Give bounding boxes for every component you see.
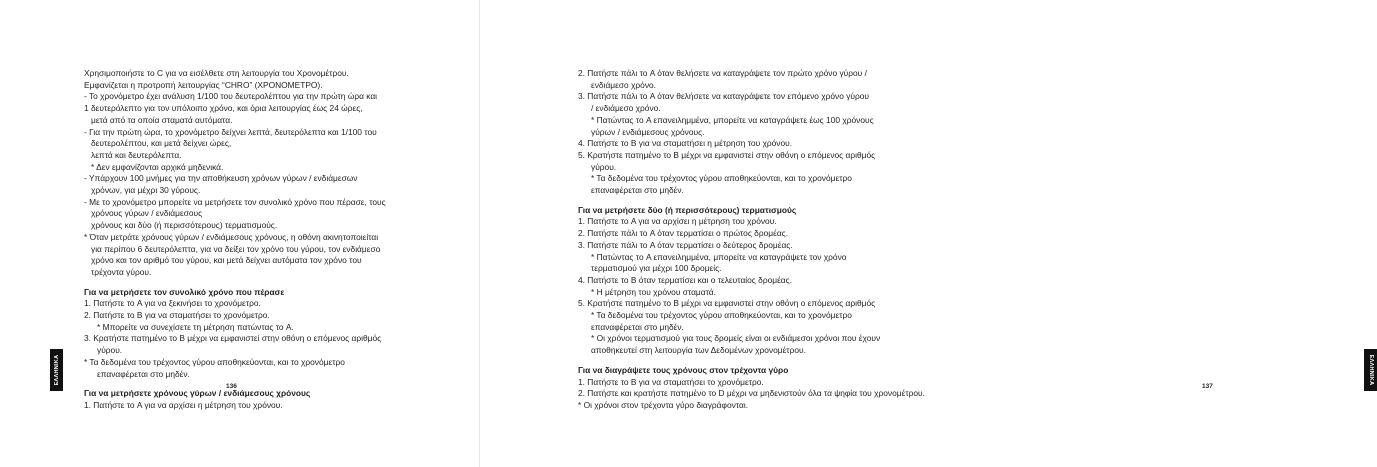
text-line: για περίπου 6 δευτερόλεπτα, για να δείξει τον χρόνο του γύρου, τον ενδιάμεσο xyxy=(91,243,381,254)
text-line: - Το χρονόμετρο έχει ανάλυση 1/100 του δευτερολέπτου για την πρώτη ώρα και xyxy=(84,91,378,102)
text-line: - Με το χρονόμετρο μπορείτε να μετρήσετε τον συνολικό χρόνο που πέρασε, τους xyxy=(84,196,386,207)
text-line: 1. Πατήστε το A για να αρχίσει η μέτρηση του χρόνου. xyxy=(578,216,777,227)
text-line: * Τα δεδομένα του τρέχοντος γύρου αποθηκεύονται, και το χρονόμετρο xyxy=(84,356,345,367)
section-heading: Για να διαγράψετε τους χρόνους στον τρέχοντα γύρο xyxy=(578,364,789,375)
left-page-text xyxy=(84,68,404,412)
text-line: * Πατώντας το A επανειλημμένα, μπορείτε να καταγράψετε έως 100 χρόνους xyxy=(591,114,874,125)
page-number-right: 137 xyxy=(1202,383,1213,390)
text-line: 4. Πατήστε το B για να σταματήσει η μέτρηση του χρόνου. xyxy=(578,138,793,149)
text-line: χρόνους και δύο (ή περισσότερους) τερματισμούς. xyxy=(91,220,278,231)
left-page xyxy=(0,0,480,467)
text-line: γύρων / ενδιάμεσους χρόνους. xyxy=(591,126,705,137)
text-line: 1. Πατήστε το A για να αρχίσει η μέτρηση του χρόνου. xyxy=(84,399,283,410)
text-line: επαναφέρεται στο μηδέν. xyxy=(97,368,190,379)
text-line: - Για την πρώτη ώρα, το χρονόμετρο δείχνει λεπτά, δευτερόλεπτα και 1/100 του xyxy=(84,126,377,137)
text-line: 5. Κρατήστε πατημένο το B μέχρι να εμφανιστεί στην οθόνη ο επόμενος αριθμός xyxy=(578,298,876,309)
text-line: 3. Κρατήστε πατημένο το B μέχρι να εμφανιστεί στην οθόνη ο επόμενος αριθμός xyxy=(84,333,382,344)
text-line: 3. Πατήστε πάλι το A όταν τερματίσει ο δεύτερος δρομέας. xyxy=(578,239,793,250)
text-line: επαναφέρεται στο μηδέν. xyxy=(591,321,684,332)
text-line: χρόνο και τον αριθμό του γύρου, και μετά δείχνει αυτόματα τον χρόνο του xyxy=(91,255,362,266)
text-line: λεπτά και δευτερόλεπτα. xyxy=(91,149,182,160)
text-line: γύρου. xyxy=(97,345,123,356)
language-tab-label: ΕΛΛΗΝΙΚΑ xyxy=(53,354,60,386)
text-line: 2. Πατήστε πάλι το A όταν τερματίσει ο πρώτος δρομέας. xyxy=(578,228,789,239)
text-line: * Μπορείτε να συνεχίσετε τη μέτρηση πατώντας το A. xyxy=(97,321,294,332)
text-line: 2. Πατήστε το B για να σταματήσει το χρονόμετρο. xyxy=(84,310,270,321)
text-line: 3. Πατήστε πάλι το A όταν θελήσετε να καταγράψετε τον επόμενο χρόνο γύρου xyxy=(578,91,870,102)
section-heading: Για να μετρήσετε τον συνολικό χρόνο που πέρασε xyxy=(84,286,285,297)
text-line: 4. Πατήστε το B όταν τερματίσει και ο τελευταίος δρομέας. xyxy=(578,274,793,285)
text-line: 1. Πατήστε το A για να ξεκινήσει το χρονόμετρο. xyxy=(84,298,261,309)
text-line: 1 δευτερόλεπτο για τον υπόλοιπο χρόνο, και όρια λειτουργίας έως 24 ώρες, xyxy=(84,103,363,114)
text-line: 5. Κρατήστε πατημένο το B μέχρι να εμφανιστεί στην οθόνη ο επόμενος αριθμός xyxy=(578,149,876,160)
text-line: * Οι χρόνοι τερματισμού για τους δρομείς είναι οι ενδιάμεσοι χρόνοι που έχουν xyxy=(591,333,881,344)
section-heading: Για να μετρήσετε δύο (ή περισσότερους) τερματισμούς xyxy=(578,204,797,215)
text-line: 1. Πατήστε το B για να σταματήσει το χρονόμετρο. xyxy=(578,376,764,387)
right-page xyxy=(480,0,1374,467)
text-line: * Οι χρόνοι στον τρέχοντα γύρο διαγράφονται. xyxy=(578,399,749,410)
text-line: * Πατώντας το A επανειλημμένα, μπορείτε να καταγράψετε τον χρόνο xyxy=(591,251,847,262)
text-line: 2. Πατήστε και κρατήστε πατημένο το D μέχρι να μηδενιστούν όλα τα ψηφία του χρονομέτρου. xyxy=(578,388,925,399)
right-page-text xyxy=(578,68,925,412)
text-line: * Η μέτρηση του χρόνου σταματά. xyxy=(591,286,716,297)
text-line: επαναφέρεται στο μηδέν. xyxy=(591,185,684,196)
text-line: χρόνους γύρων / ενδιάμεσους xyxy=(91,208,203,219)
text-line: * Δεν εμφανίζονται αρχικά μηδενικά. xyxy=(91,161,224,172)
text-line: τερματισμού για μέχρι 100 δρομείς. xyxy=(591,263,722,274)
language-tab-left xyxy=(50,349,63,391)
text-line: / ενδιάμεσο χρόνο. xyxy=(591,103,661,114)
text-line: Χρησιμοποιήστε το C για να εισέλθετε στη λειτουργία του Χρονομέτρου. xyxy=(84,68,349,78)
section-heading: Για να μετρήσετε χρόνους γύρων / ενδιάμεσους χρόνους xyxy=(84,388,311,399)
text-line: χρόνων, για μέχρι 30 γύρους. xyxy=(91,185,201,196)
language-tab-label: ΕΛΛΗΝΙΚΑ xyxy=(1367,354,1374,386)
text-line: * Τα δεδομένα του τρέχοντος γύρου αποθηκεύονται, και το χρονόμετρο xyxy=(591,173,852,184)
text-line: δευτερολέπτου, και μετά δείχνει ώρες, xyxy=(91,138,232,149)
text-line: * Όταν μετράτε χρόνους γύρων / ενδιάμεσους χρόνους, η οθόνη ακινητοποιείται xyxy=(84,231,379,242)
text-line: Εμφανίζεται η προτροπή λειτουργίας “CHRO” (ΧΡΟΝΟΜΕΤΡΟ). xyxy=(84,79,323,90)
text-line: * Τα δεδομένα του τρέχοντος γύρου αποθηκεύονται, και το χρονόμετρο xyxy=(591,310,852,321)
text-line: 2. Πατήστε πάλι το A όταν θελήσετε να καταγράψετε τον πρώτο χρόνο γύρου / xyxy=(578,68,867,78)
text-line: - Υπάρχουν 100 μνήμες για την αποθήκευση χρόνων γύρων / ενδιάμεσων xyxy=(84,173,358,184)
page-number-left: 136 xyxy=(226,383,237,390)
text-line: ενδιάμεσο χρόνο. xyxy=(591,79,656,90)
text-line: γύρου. xyxy=(591,161,617,172)
text-line: τρέχοντα γύρου. xyxy=(91,266,152,277)
text-line: αποθηκευτεί στη λειτουργία των Δεδομένων χρονομέτρου. xyxy=(591,345,806,356)
language-tab-right xyxy=(1364,349,1377,391)
text-line: μετά από τα οποία σταματά αυτόματα. xyxy=(91,114,233,125)
